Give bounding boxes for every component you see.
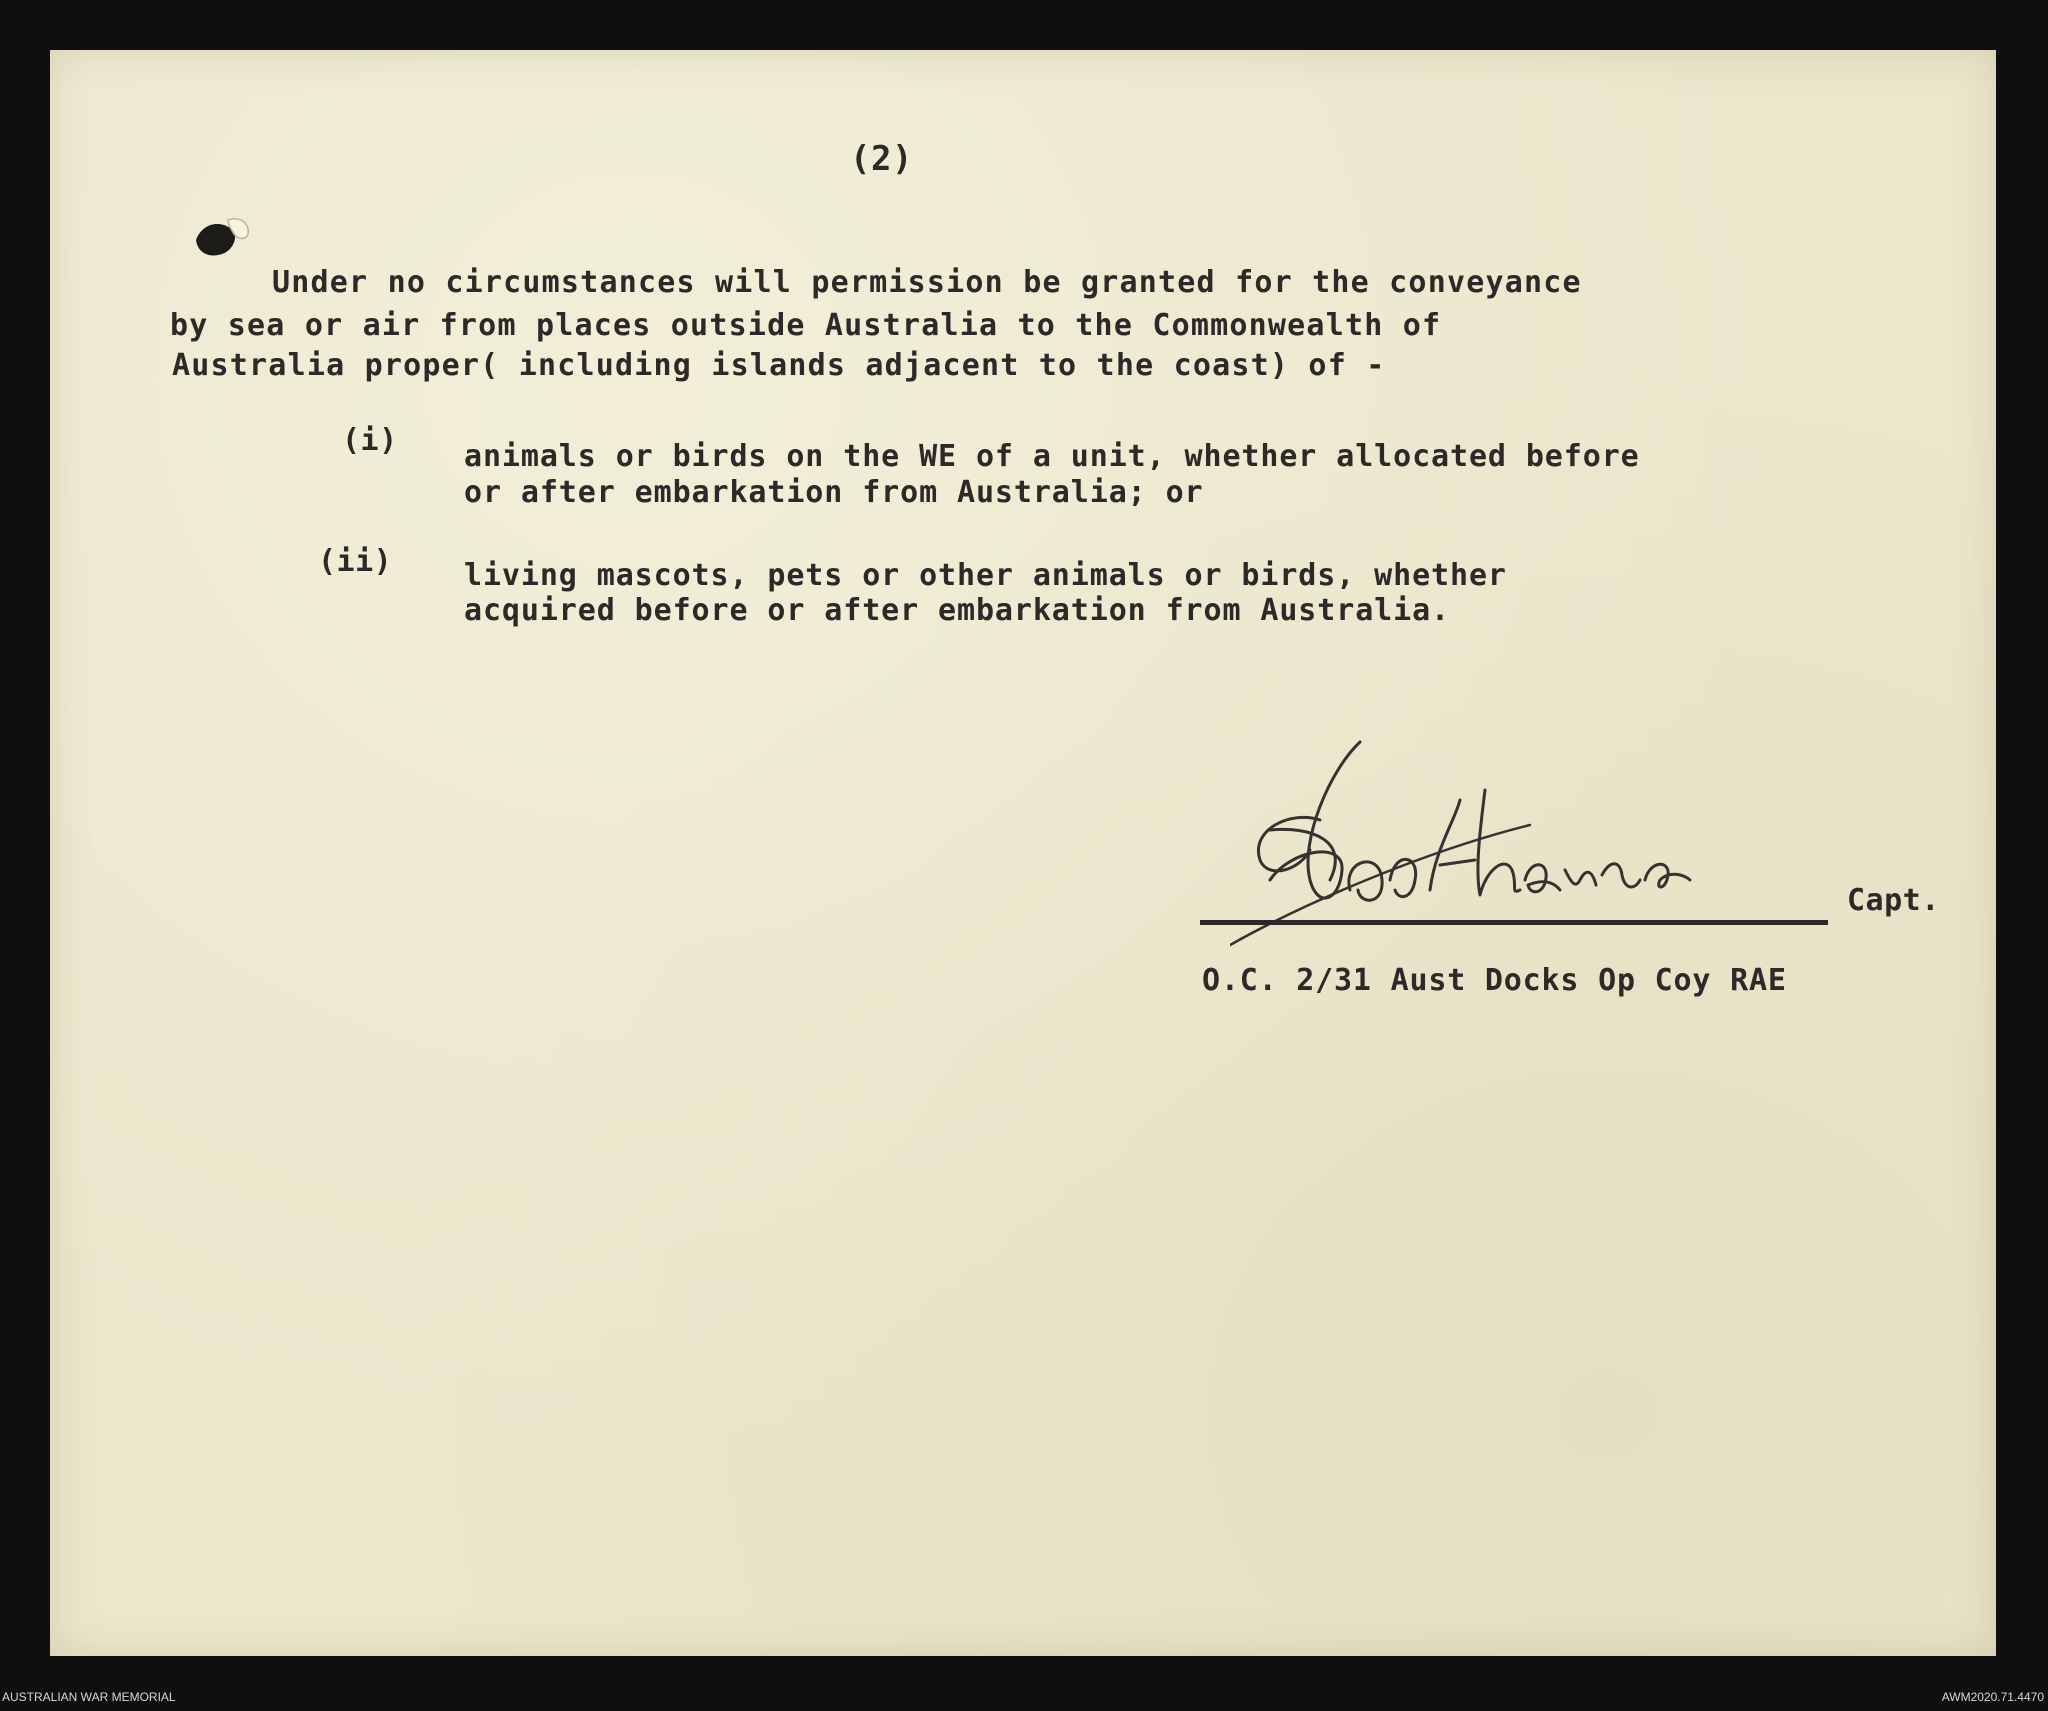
signatory-rank: Capt.	[1847, 883, 1940, 918]
punch-hole-mark	[188, 210, 258, 265]
list-item-marker: (ii)	[318, 544, 393, 579]
page-number: (2)	[850, 139, 913, 179]
list-item-text: acquired before or after embarkation from Australia.	[464, 593, 1450, 628]
paragraph-line: Under no circumstances will permission be granted for the conveyance	[272, 265, 1582, 300]
footer-institution: AUSTRALIAN WAR MEMORIAL	[2, 1690, 176, 1704]
signatory-unit: O.C. 2/31 Aust Docks Op Coy RAE	[1202, 963, 1787, 998]
handwritten-signature	[1230, 730, 1790, 950]
footer-accession-number: AWM2020.71.4470	[1941, 1690, 2044, 1704]
paragraph-line: Australia proper( including islands adjacent to the coast) of -	[172, 348, 1386, 383]
signature-line	[1200, 920, 1828, 925]
list-item-text: or after embarkation from Australia; or	[464, 475, 1204, 510]
list-item-marker: (i)	[342, 423, 398, 458]
paragraph-line: by sea or air from places outside Australia to the Commonwealth of	[170, 308, 1442, 343]
list-item-text: living mascots, pets or other animals or birds, whether	[464, 558, 1507, 593]
list-item-text: animals or birds on the WE of a unit, whether allocated before	[464, 439, 1640, 474]
